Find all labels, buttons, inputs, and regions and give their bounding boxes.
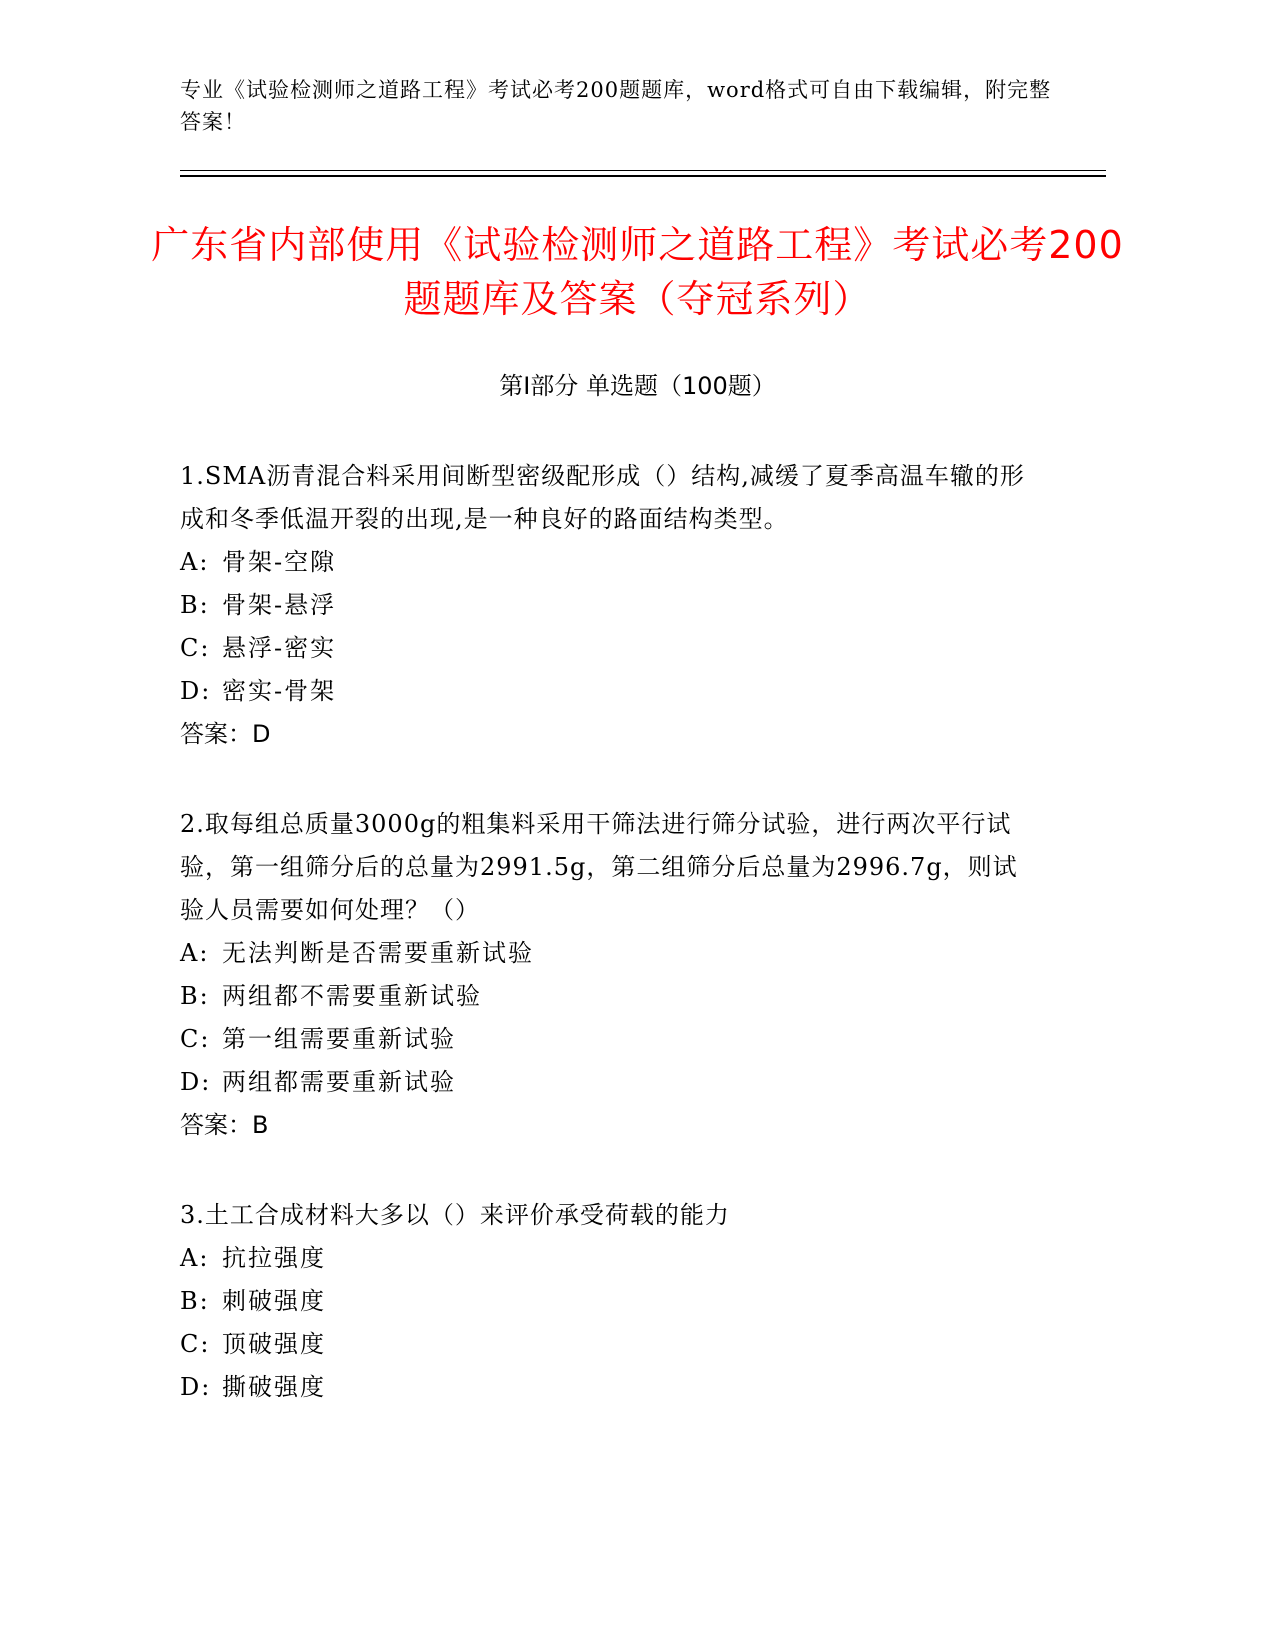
option-key: D: (180, 1373, 212, 1401)
option-key: D: (180, 1068, 212, 1096)
header-divider-thick (180, 175, 1106, 177)
option-text: 抗拉强度 (222, 1244, 326, 1272)
option-key: A: (180, 939, 210, 967)
option-key: D: (180, 677, 212, 705)
option-text: 撕破强度 (222, 1373, 326, 1401)
option-b (180, 584, 1040, 627)
option-key: C: (180, 634, 211, 662)
section-title: 第Ⅰ部分 单选题（100题） (499, 372, 776, 400)
option-a (180, 541, 1040, 584)
option-key: B: (180, 982, 210, 1010)
option-a (180, 1237, 1040, 1280)
option-text: 骨架-空隙 (222, 548, 337, 576)
option-d (180, 670, 1040, 713)
option-text: 无法判断是否需要重新试验 (222, 939, 534, 967)
option-key: C: (180, 1025, 211, 1053)
option-c (180, 1323, 1040, 1366)
option-d (180, 1366, 1040, 1409)
question-stem: 1.SMA沥青混合料采用间断型密级配形成（）结构,减缓了夏季高温车辙的形成和冬季低温开裂的出现,是一种良好的路面结构类型。 (180, 462, 1025, 533)
option-text: 密实-骨架 (222, 677, 337, 705)
option-key: B: (180, 1287, 210, 1315)
option-a (180, 932, 1040, 975)
option-text: 骨架-悬浮 (222, 591, 337, 619)
option-b (180, 1280, 1040, 1323)
header-divider-thin (180, 170, 1106, 171)
option-d (180, 1061, 1040, 1104)
option-key: B: (180, 591, 210, 619)
header-note: 专业《试验检测师之道路工程》考试必考200题题库，word格式可自由下载编辑，附完整答案！ (180, 78, 1052, 134)
option-key: A: (180, 1244, 210, 1272)
option-c (180, 1018, 1040, 1061)
answer-line: 答案：B (180, 1111, 269, 1139)
option-key: A: (180, 548, 210, 576)
option-text: 两组都不需要重新试验 (222, 982, 482, 1010)
option-text: 第一组需要重新试验 (222, 1025, 456, 1053)
question-stem: 3.土工合成材料大多以（）来评价承受荷载的能力 (180, 1201, 730, 1229)
question-1 (180, 455, 1040, 756)
question-3 (180, 1194, 1040, 1409)
question-2 (180, 803, 1040, 1147)
option-text: 两组都需要重新试验 (222, 1068, 456, 1096)
option-key: C: (180, 1330, 211, 1358)
document-title: 广东省内部使用《试验检测师之道路工程》考试必考200题题库及答案（夺冠系列） (151, 223, 1124, 321)
option-b (180, 975, 1040, 1018)
option-text: 顶破强度 (222, 1330, 326, 1358)
option-c (180, 627, 1040, 670)
question-stem: 2.取每组总质量3000g的粗集料采用干筛法进行筛分试验，进行两次平行试验，第一组筛分后的总量为2991.5g，第二组筛分后总量为2996.7g，则试验人员需要如何处理？（） (180, 810, 1018, 924)
option-text: 悬浮-密实 (222, 634, 337, 662)
answer-line: 答案：D (180, 720, 271, 748)
option-text: 刺破强度 (222, 1287, 326, 1315)
